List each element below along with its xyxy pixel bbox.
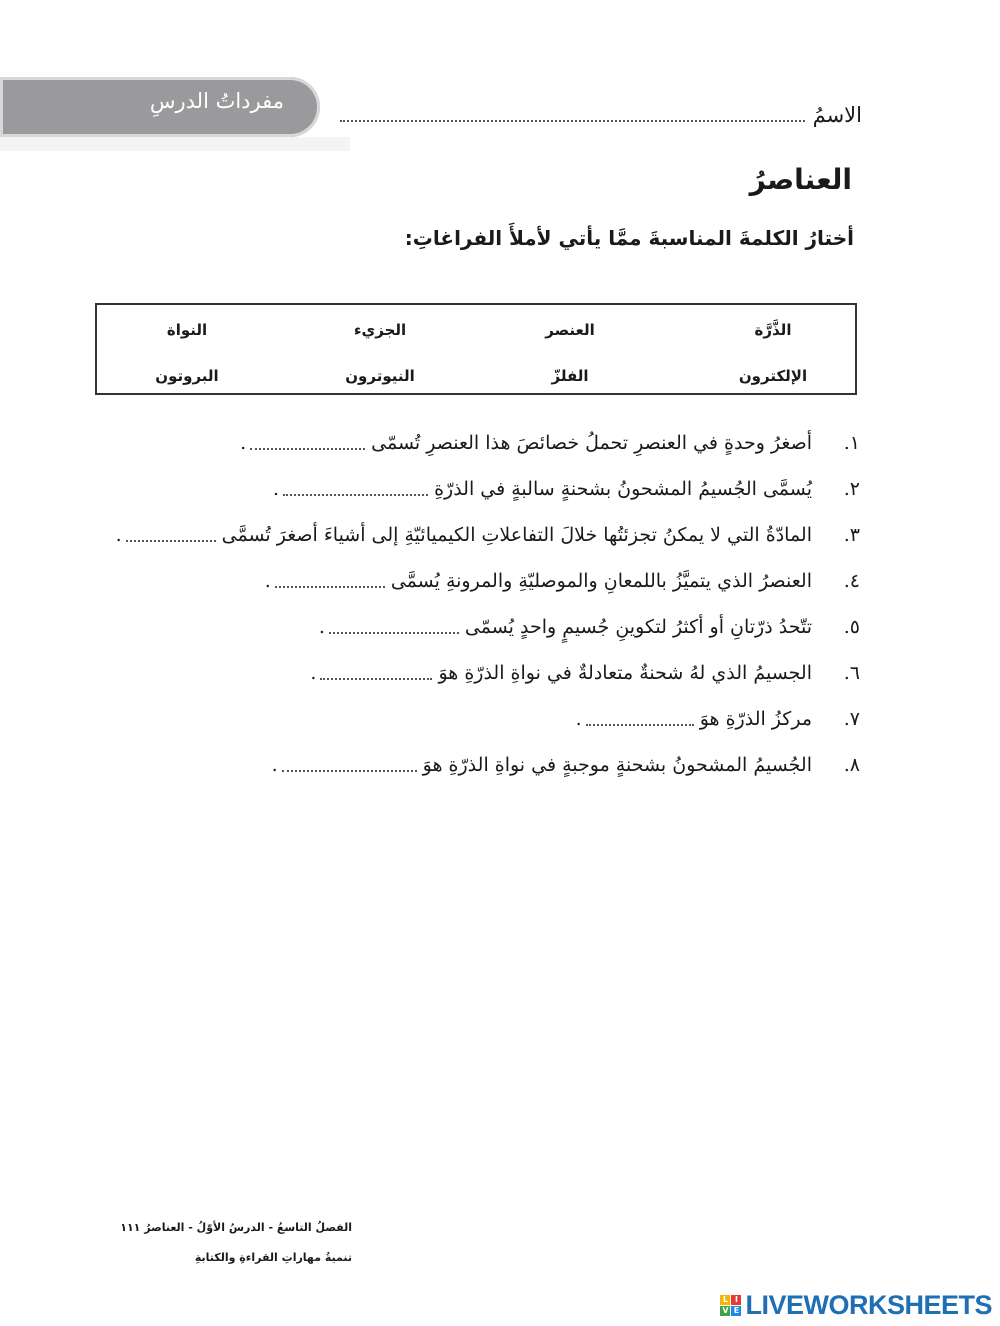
answer-blank[interactable] — [250, 436, 365, 450]
word-bank-item: النيوترون — [345, 367, 415, 385]
word-bank-item: البروتون — [155, 367, 219, 385]
liveworksheets-brand — [720, 1290, 992, 1321]
answer-blank[interactable] — [329, 620, 459, 634]
question-number: ٥. — [843, 616, 860, 638]
page-number: ١١١ — [120, 1221, 141, 1234]
question-number: ٣. — [843, 524, 860, 546]
instruction-text: أختارُ الكلمةَ المناسبةَ ممَّا يأتي لأملأَ الفراغاتِ: — [404, 226, 854, 250]
question-text: الجُسيمُ المشحونُ بشحنةٍ موجبةٍ في نواةِ الذرّةِ هوَ — [422, 754, 812, 776]
question-number: ٢. — [843, 478, 860, 500]
answer-blank[interactable] — [283, 482, 428, 496]
question-end: . — [264, 570, 271, 592]
word-bank-item: الجزيء — [353, 321, 407, 339]
question-item — [100, 466, 860, 512]
page-title: العناصرُ — [749, 163, 852, 196]
answer-blank[interactable] — [275, 574, 385, 588]
footer-line-2: تنميةُ مهاراتِ القراءةِ والكتابةِ — [194, 1251, 352, 1264]
tab-shadow-strip — [0, 137, 350, 151]
question-item — [100, 650, 860, 696]
name-label: الاسمُ — [812, 103, 862, 127]
liveworksheets-logo-icon — [720, 1295, 741, 1316]
page-footer — [106, 1213, 352, 1273]
answer-blank[interactable] — [126, 528, 216, 542]
question-end: . — [310, 662, 317, 684]
question-number: ١. — [843, 432, 860, 454]
question-end: . — [318, 616, 325, 638]
question-item — [100, 512, 860, 558]
question-number: ٦. — [843, 662, 860, 684]
question-end: . — [240, 432, 247, 454]
logo-letter: L — [720, 1295, 730, 1305]
question-item — [100, 696, 860, 742]
name-field[interactable] — [340, 104, 805, 122]
question-text: يُسمَّى الجُسيمُ المشحونُ بشحنةٍ سالبةٍ في الذرّةِ — [434, 478, 812, 500]
question-text: الجسيمُ الذي لهُ شحنةٌ متعادلةٌ في نواةِ الذرّةِ هوَ — [438, 662, 812, 684]
question-number: ٧. — [843, 708, 860, 730]
question-item — [100, 558, 860, 604]
word-bank-item: العنصر — [545, 321, 595, 339]
word-bank — [95, 303, 857, 395]
answer-blank[interactable] — [586, 712, 694, 726]
logo-letter: I — [731, 1295, 741, 1305]
footer-chapter: الفصلُ التاسعُ - الدرسُ الأوّلُ - العناصرُ — [144, 1221, 352, 1234]
logo-letter: V — [722, 1306, 729, 1315]
question-text: المادّةُ التي لا يمكنُ تجزئتُها خلالَ التفاعلاتِ الكيميائيّةِ إلى أشياءَ أصغرَ تُسمَّى — [221, 524, 812, 546]
question-end: . — [273, 478, 280, 500]
word-bank-item: الذَّرَّة — [754, 321, 792, 339]
word-bank-item: الإلكترون — [738, 367, 808, 385]
name-row — [340, 103, 862, 127]
tab-label: مفرداتُ الدرسِ — [149, 89, 284, 113]
question-number: ٨. — [843, 754, 860, 776]
footer-line-1 — [106, 1213, 352, 1243]
answer-blank[interactable] — [320, 666, 432, 680]
word-bank-item: النواة — [166, 321, 208, 339]
question-text: أصغرُ وحدةٍ في العنصرِ تحملُ خصائصَ هذا العنصرِ تُسمّى — [371, 432, 812, 454]
question-end: . — [115, 524, 122, 546]
question-item — [100, 742, 860, 788]
question-item — [100, 604, 860, 650]
answer-blank[interactable] — [282, 758, 417, 772]
word-bank-item: الفلزّ — [551, 367, 589, 385]
logo-letter: E — [731, 1306, 741, 1316]
brand-name: LIVEWORKSHEETS — [745, 1290, 992, 1320]
question-end: . — [575, 708, 582, 730]
question-text: مركزُ الذرّةِ هوَ — [699, 708, 812, 730]
question-end: . — [271, 754, 278, 776]
lesson-vocabulary-tab — [0, 77, 320, 137]
question-text: تتّحدُ ذرّتانِ أو أكثرُ لتكوينِ جُسيمٍ واحدٍ يُسمّى — [464, 616, 812, 638]
question-number: ٤. — [843, 570, 860, 592]
question-item — [100, 420, 860, 466]
question-list — [100, 420, 860, 788]
question-text: العنصرُ الذي يتميَّزُ باللمعانِ والموصليّةِ والمرونةِ يُسمَّى — [390, 570, 812, 592]
